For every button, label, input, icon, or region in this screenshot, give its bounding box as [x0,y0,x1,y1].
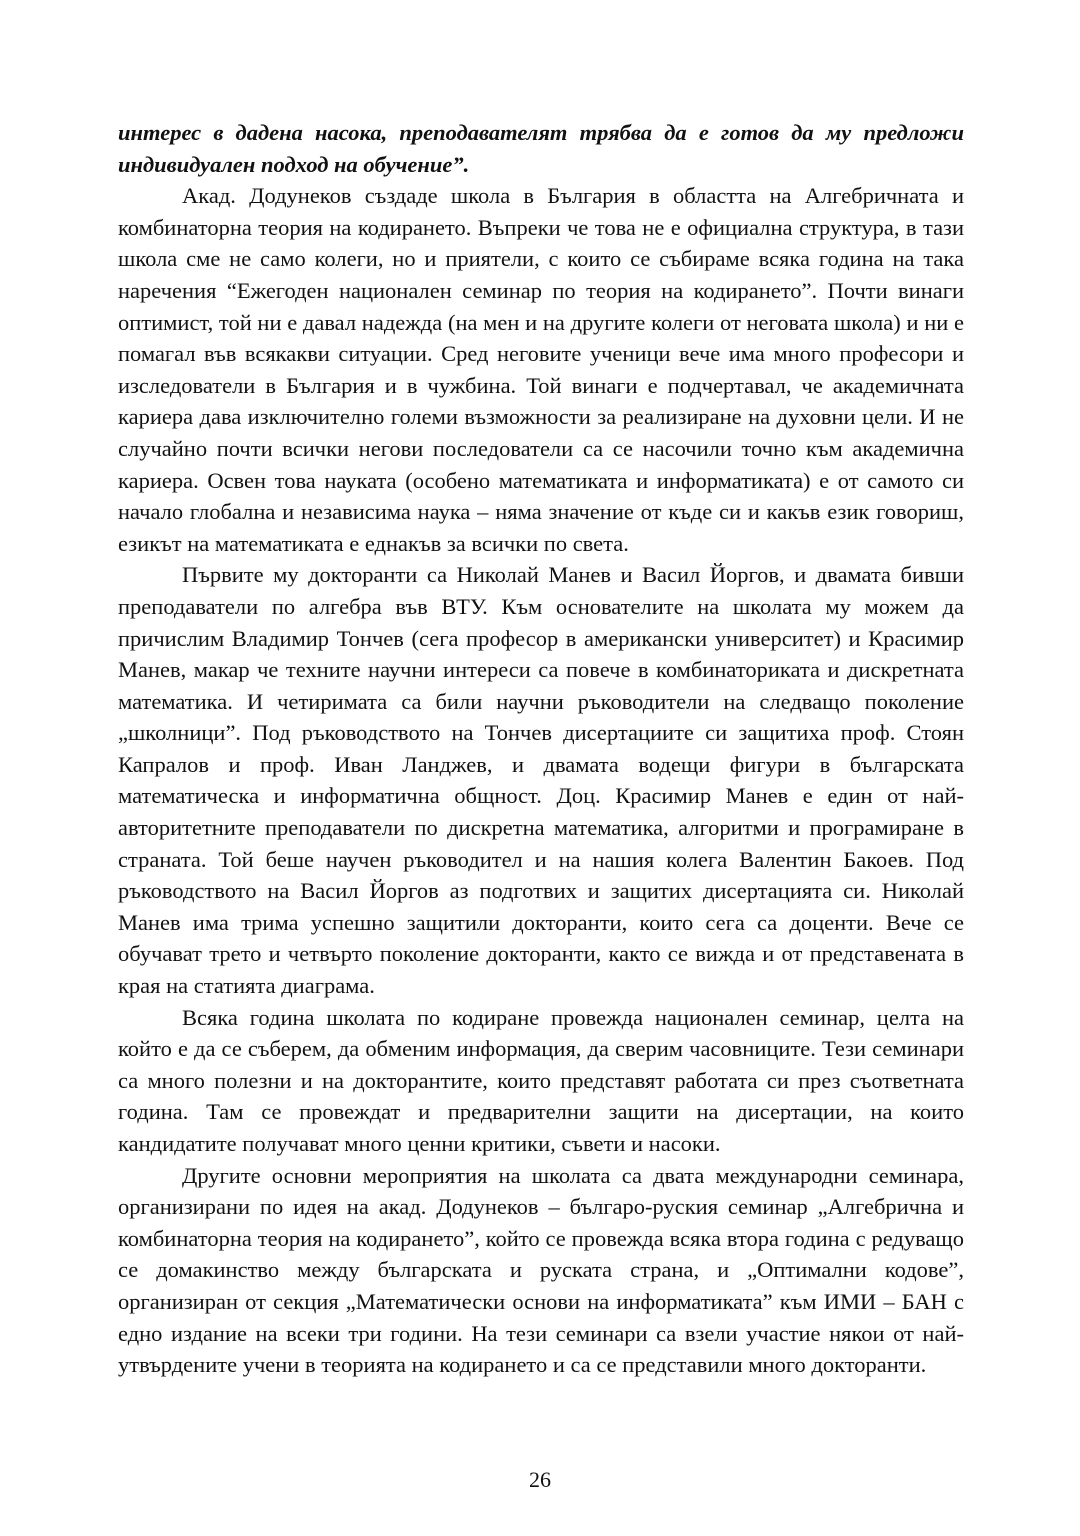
paragraph-4: Другите основни мероприятия на школата са двата международни семинара, организирани по идея на акад. Додунеков – българо-руския семинар „Алгебрична и комбинаторна теория на кодирането”, който се провежда всяка втора година с редуващо се домакинство между българската и руската страна, и „Оптимални кодове”, организиран от секция „Математически основи на информатиката” към ИМИ – БАН с едно издание на всеки три години. На тези семинари са взели участие някои от най-утвърдените учени в теорията на кодирането и са се представили много докторанти. [118,1162,964,1378]
quote-close: ”. [452,151,470,177]
body-text [118,117,964,1381]
page-number: 26 [529,1467,551,1492]
lead-paragraph [118,117,964,180]
italic-quote: интерес в дадена насока, преподавателят трябва да е готов да му предложи индивидуален подход на обучение [118,120,964,177]
paragraph-2: Първите му докторанти са Николай Манев и Васил Йоргов, и двамата бивши преподаватели по алгебра във ВТУ. Към основателите на школата му можем да причислим Владимир Тончев (сега професор в американски университет) и Красимир Манев, макар че техните научни интереси са повече в комбинаториката и дискретната математика. И четиримата са били научни ръководители на следващо поколение „школници”. Под ръководството на Тончев дисертациите си защитиха проф. Стоян Капралов и проф. Иван Ланджев, и двамата водещи фигури в българската математическа и информатична общност. Доц. Красимир Манев е един от най-авторитетните преподаватели по дискретна математика, алгоритми и програмиране в страната. Той беше научен ръководител и на нашия колега Валентин Бакоев. Под ръководството на Васил Йоргов аз подготвих и защитих дисертацията си. Николай Манев има трима успешно защитили докторанти, които сега са доценти. Вече се обучават трето и четвърто поколение докторанти, както се вижда и от представената в края на статията диаграма. [118,562,964,999]
paragraph-1: Акад. Додунеков създаде школа в България в областта на Алгебричната и комбинаторна теория на кодирането. Въпреки че това не е официална структура, в тази школа сме не само колеги, но и приятели, с които се събираме всяка година на така наречения “Ежегоден национален семинар по теория на кодирането”. Почти винаги оптимист, той ни е давал надежда (на мен и на другите колеги от неговата школа) и ни е помагал във всякакви ситуации. Сред неговите ученици вече има много професори и изследователи в България и в чужбина. Той винаги е подчертавал, че академичната кариера дава изключително големи възможности за реализиране на духовни цели. И не случайно почти всички негови последователи са се насочили точно към академична кариера. Освен това науката (особено математиката и информатиката) е от самото си начало глобална и независима наука – няма значение от къде си и какъв език говориш, езикът на математиката е еднакъв за всички по света. [118,183,964,556]
paragraph-3: Всяка година школата по кодиране провежда национален семинар, целта на който е да се съберем, да обменим информация, да сверим часовниците. Тези семинари са много полезни и на докторантите, които представят работата си през съответната година. Там се провеждат и предварителни защити на дисертации, на които кандидатите получават много ценни критики, съвети и насоки. [118,1004,964,1156]
